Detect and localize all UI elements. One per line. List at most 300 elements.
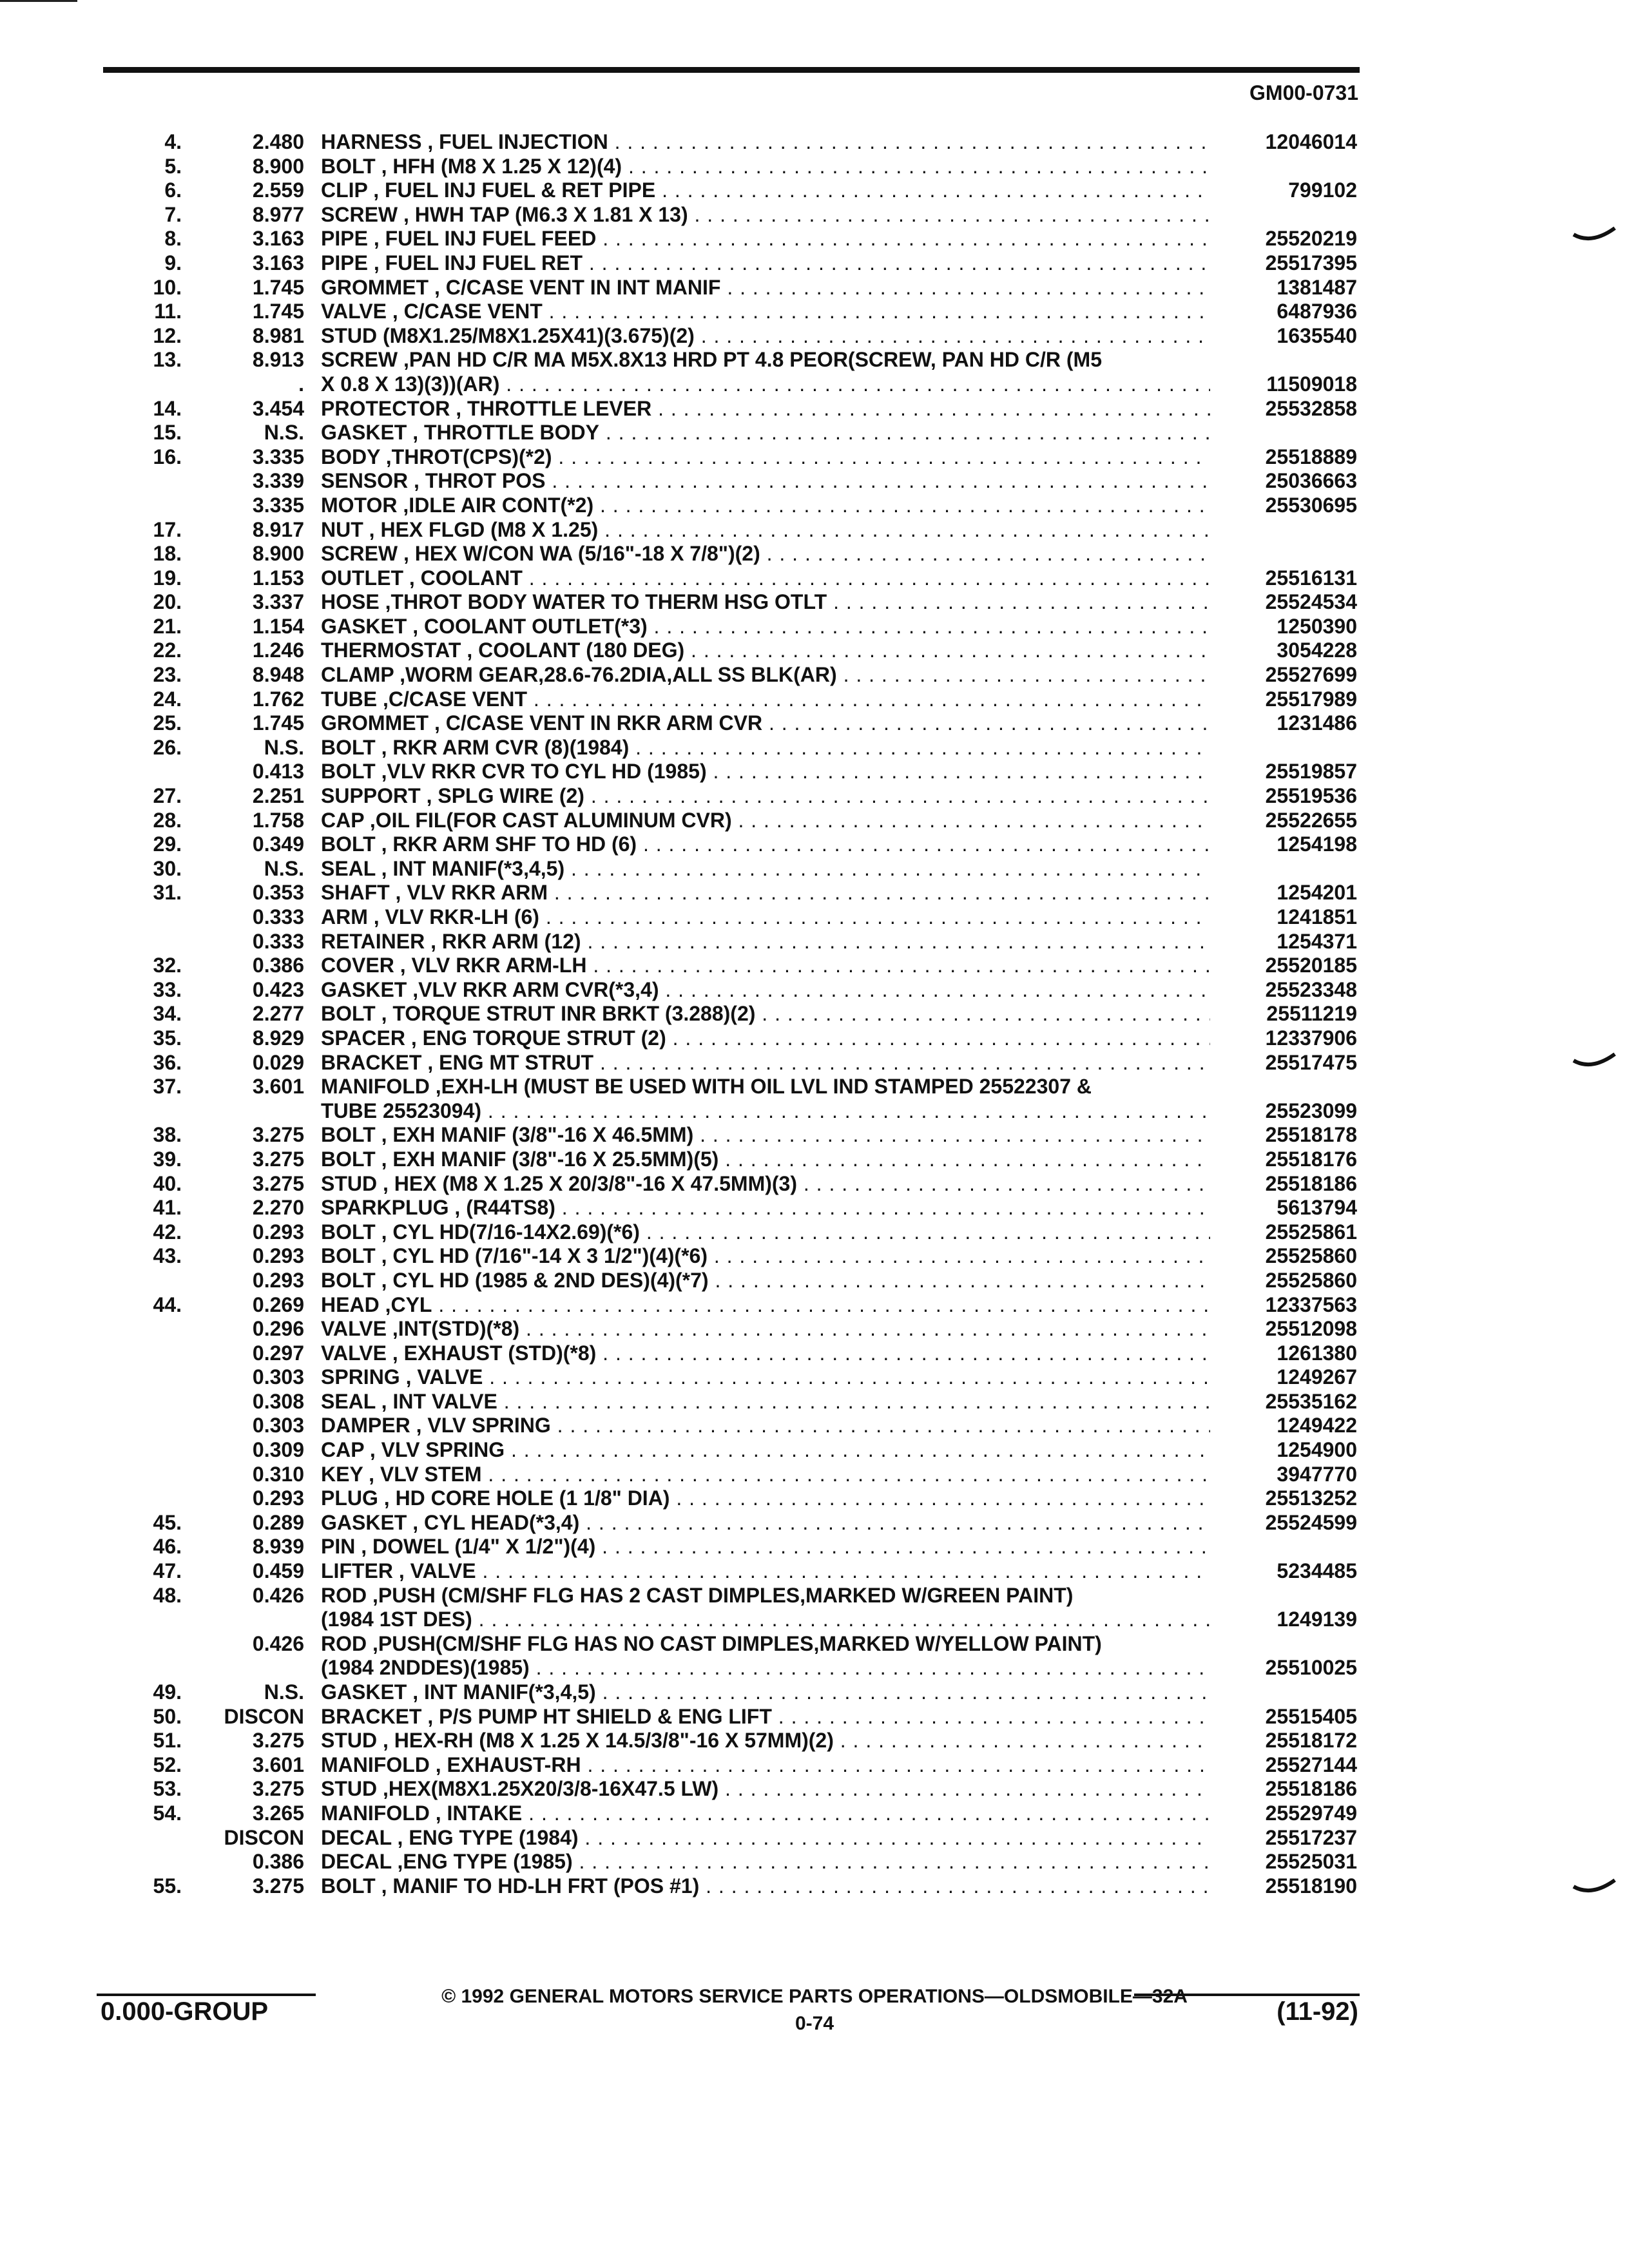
part-name: CAP bbox=[321, 1438, 364, 1462]
part-detail: ,HEX(M8X1.25X20/3/8-16X47.5 LW) bbox=[383, 1777, 719, 1801]
parts-row bbox=[0, 1826, 1629, 1850]
part-number: 1241851 bbox=[1277, 905, 1357, 928]
part-name: BRACKET bbox=[321, 1050, 422, 1074]
part-description bbox=[321, 300, 1210, 324]
parts-row bbox=[0, 1123, 1629, 1148]
parts-row bbox=[0, 1196, 1629, 1220]
part-description bbox=[321, 978, 1210, 1003]
parts-row bbox=[0, 809, 1629, 833]
parts-row bbox=[0, 1705, 1629, 1729]
part-number: 25518889 bbox=[1265, 445, 1357, 468]
group-number: 3.454 bbox=[252, 396, 304, 420]
part-detail: (M8X1.25/M8X1.25X41)(3.675)(2) bbox=[383, 323, 695, 347]
part-description bbox=[321, 1777, 1210, 1802]
part-description bbox=[321, 1802, 1210, 1826]
part-number: 25517237 bbox=[1265, 1825, 1357, 1849]
part-description bbox=[321, 881, 1210, 905]
part-detail: , COOLANT bbox=[409, 566, 523, 590]
part-number: 25519536 bbox=[1265, 784, 1357, 808]
part-name: PROTECTOR bbox=[321, 396, 450, 420]
part-number: 25518186 bbox=[1265, 1777, 1357, 1801]
part-name: SPARKPLUG bbox=[321, 1196, 449, 1220]
parts-row bbox=[0, 566, 1629, 591]
group-number: 0.293 bbox=[252, 1244, 304, 1268]
part-name: BOLT bbox=[321, 832, 376, 856]
footer-copyright: © 1992 GENERAL MOTORS SERVICE PARTS OPERATIONS—OLDSMOBILE—32A bbox=[441, 1986, 1188, 2007]
part-name: GASKET bbox=[321, 977, 407, 1001]
ref-number: 30. bbox=[153, 856, 182, 880]
part-description bbox=[321, 1874, 1210, 1899]
part-detail: ,PUSH (CM/SHF FLG HAS 2 CAST DIMPLES,MARKED W/GREEN PAINT) bbox=[372, 1583, 1074, 1607]
part-number: 25519857 bbox=[1265, 760, 1357, 783]
part-name: GROMMET bbox=[321, 711, 429, 735]
ref-number: 37. bbox=[153, 1075, 182, 1099]
part-number: 1261380 bbox=[1277, 1341, 1357, 1365]
ref-number: 52. bbox=[153, 1753, 182, 1776]
part-description bbox=[321, 663, 1210, 687]
parts-row bbox=[0, 1269, 1629, 1293]
part-detail: , HWH TAP (M6.3 X 1.81 X 13) bbox=[403, 202, 688, 226]
group-number: 0.459 bbox=[252, 1559, 304, 1583]
part-name: CLAMP bbox=[321, 663, 394, 687]
part-name: RETAINER bbox=[321, 929, 425, 953]
group-number: 3.601 bbox=[252, 1075, 304, 1099]
group-number: 0.269 bbox=[252, 1293, 304, 1316]
ref-number: 13. bbox=[153, 348, 182, 372]
part-number: 25518190 bbox=[1265, 1874, 1357, 1898]
part-detail: , MANIF TO HD-LH FRT (POS #1) bbox=[381, 1874, 700, 1898]
group-number: 0.289 bbox=[252, 1510, 304, 1534]
part-description bbox=[321, 130, 1210, 155]
part-detail: , FUEL INJ FUEL FEED bbox=[373, 227, 597, 251]
group-number: 3.337 bbox=[252, 590, 304, 614]
parts-row bbox=[0, 590, 1629, 615]
parts-row bbox=[0, 736, 1629, 760]
part-number: 25525031 bbox=[1265, 1850, 1357, 1874]
part-description bbox=[321, 736, 1210, 760]
part-description bbox=[321, 1317, 1210, 1341]
parts-row bbox=[0, 1802, 1629, 1826]
part-description bbox=[321, 372, 1210, 397]
part-name: GROMMET bbox=[321, 275, 429, 299]
group-number: 0.293 bbox=[252, 1220, 304, 1244]
part-description bbox=[321, 1535, 1210, 1559]
parts-row bbox=[0, 445, 1629, 470]
part-name: DAMPER bbox=[321, 1414, 410, 1437]
parts-row bbox=[0, 1317, 1629, 1341]
binder-mark bbox=[1572, 1878, 1617, 1897]
part-name: HOSE bbox=[321, 590, 380, 614]
parts-row bbox=[0, 1293, 1629, 1318]
parts-row bbox=[0, 639, 1629, 663]
group-number: 1.762 bbox=[252, 687, 304, 711]
group-number: 2.559 bbox=[252, 178, 304, 202]
part-description bbox=[321, 930, 1210, 954]
ref-number: 28. bbox=[153, 808, 182, 832]
part-name: LIFTER bbox=[321, 1559, 393, 1583]
part-name: SCREW bbox=[321, 348, 398, 372]
part-detail: , INT MANIF(*3,4,5) bbox=[381, 856, 565, 880]
part-detail: ,PUSH(CM/SHF FLG HAS NO CAST DIMPLES,MARKED W/YELLOW PAINT) bbox=[372, 1631, 1102, 1655]
part-description bbox=[321, 518, 1210, 543]
part-description bbox=[321, 1390, 1210, 1414]
ref-number: 42. bbox=[153, 1220, 182, 1244]
part-description bbox=[321, 1269, 1210, 1293]
part-description bbox=[321, 1656, 1210, 1680]
footer-group-label: 0.000-GROUP bbox=[101, 1997, 269, 2026]
part-name: NUT bbox=[321, 517, 363, 541]
parts-row bbox=[0, 1244, 1629, 1269]
ref-number: 4. bbox=[164, 130, 182, 153]
part-description bbox=[321, 1099, 1210, 1124]
part-name: STUD bbox=[321, 323, 378, 347]
group-number: N.S. bbox=[264, 421, 304, 445]
part-description bbox=[321, 566, 1210, 591]
part-description bbox=[321, 1463, 1210, 1487]
group-number: 3.335 bbox=[252, 493, 304, 517]
ref-number: 24. bbox=[153, 687, 182, 711]
parts-row bbox=[0, 421, 1629, 445]
group-number: 0.423 bbox=[252, 977, 304, 1001]
part-detail: , HEX W/CON WA (5/16"-18 X 7/8")(2) bbox=[403, 542, 760, 566]
part-name: MOTOR bbox=[321, 493, 398, 517]
part-number: 25518172 bbox=[1265, 1729, 1357, 1753]
parts-row bbox=[0, 1220, 1629, 1245]
parts-row bbox=[0, 1729, 1629, 1753]
part-detail: , CYL HD(7/16-14X2.69)(*6) bbox=[381, 1220, 640, 1244]
part-detail: , SPLG WIRE (2) bbox=[426, 784, 584, 808]
ref-number: 16. bbox=[153, 445, 182, 468]
part-detail: , ENG TORQUE STRUT (2) bbox=[410, 1026, 666, 1050]
part-detail: ,CYL bbox=[385, 1293, 432, 1316]
part-name: TUBE bbox=[321, 687, 378, 711]
group-number: 0.426 bbox=[252, 1631, 304, 1655]
part-description bbox=[321, 421, 1210, 445]
part-description bbox=[321, 1511, 1210, 1535]
part-name: PLUG bbox=[321, 1486, 378, 1510]
part-number: 11509018 bbox=[1266, 372, 1357, 396]
parts-row bbox=[0, 1148, 1629, 1172]
ref-number: 15. bbox=[153, 421, 182, 445]
parts-row bbox=[0, 978, 1629, 1003]
part-name: BOLT bbox=[321, 1268, 376, 1292]
group-number: N.S. bbox=[264, 735, 304, 759]
ref-number: 38. bbox=[153, 1123, 182, 1147]
ref-number: 9. bbox=[164, 251, 182, 274]
group-number: 0.309 bbox=[252, 1438, 304, 1462]
part-description bbox=[321, 1414, 1210, 1438]
part-description bbox=[321, 954, 1210, 978]
group-number: 0.349 bbox=[252, 832, 304, 856]
part-number: 1381487 bbox=[1277, 275, 1357, 299]
part-name: BOLT bbox=[321, 1002, 376, 1026]
part-description bbox=[321, 615, 1210, 639]
part-number: 25513252 bbox=[1265, 1486, 1357, 1510]
part-name: DECAL bbox=[321, 1825, 392, 1849]
part-number: 25523348 bbox=[1265, 977, 1357, 1001]
group-number: 0.308 bbox=[252, 1389, 304, 1413]
part-number: 25517395 bbox=[1265, 251, 1357, 274]
part-detail: (1984 1ST DES) bbox=[321, 1608, 472, 1631]
parts-row bbox=[0, 1414, 1629, 1438]
part-number: 25517475 bbox=[1265, 1050, 1357, 1074]
ref-number: 17. bbox=[153, 517, 182, 541]
part-description bbox=[321, 1075, 1210, 1099]
part-name: PIN bbox=[321, 1535, 356, 1559]
ref-number: 19. bbox=[153, 566, 182, 590]
part-name: STUD bbox=[321, 1777, 378, 1801]
part-description bbox=[321, 1584, 1210, 1608]
group-number: 8.917 bbox=[252, 517, 304, 541]
parts-row bbox=[0, 1390, 1629, 1414]
group-number: 3.163 bbox=[252, 227, 304, 251]
group-number: 1.154 bbox=[252, 614, 304, 638]
binder-mark bbox=[1572, 1052, 1617, 1071]
part-detail: ,ENG TYPE (1985) bbox=[397, 1850, 573, 1874]
parts-row bbox=[0, 300, 1629, 324]
group-number: 0.296 bbox=[252, 1317, 304, 1341]
part-description bbox=[321, 1486, 1210, 1511]
ref-number: 51. bbox=[153, 1729, 182, 1753]
ref-number: 11. bbox=[154, 300, 182, 323]
part-description bbox=[321, 1680, 1210, 1705]
part-detail: , COOLANT (180 DEG) bbox=[467, 639, 685, 662]
part-description bbox=[321, 251, 1210, 276]
part-detail: , CYL HD (7/16"-14 X 3 1/2")(4)(*6) bbox=[381, 1244, 708, 1268]
part-description bbox=[321, 324, 1210, 349]
scan-corner-mark bbox=[0, 0, 77, 2]
part-number: 25520219 bbox=[1265, 227, 1357, 251]
part-name: BOLT bbox=[321, 1220, 376, 1244]
ref-number: 55. bbox=[153, 1874, 182, 1898]
group-number: 0.293 bbox=[252, 1486, 304, 1510]
parts-row bbox=[0, 1051, 1629, 1075]
part-name: MANIFOLD bbox=[321, 1753, 430, 1776]
ref-number: 25. bbox=[153, 711, 182, 735]
part-detail: , ENG TYPE (1984) bbox=[397, 1825, 579, 1849]
part-name: BODY bbox=[321, 445, 380, 468]
ref-number: 12. bbox=[153, 323, 182, 347]
part-number: 25523099 bbox=[1265, 1099, 1357, 1122]
part-detail: , P/S PUMP HT SHIELD & ENG LIFT bbox=[427, 1704, 772, 1728]
part-name: SCREW bbox=[321, 542, 398, 566]
group-number: N.S. bbox=[264, 1680, 304, 1704]
group-number: 0.303 bbox=[252, 1365, 304, 1389]
part-name: THERMOSTAT bbox=[321, 639, 461, 662]
group-number: 8.981 bbox=[252, 323, 304, 347]
ref-number: 43. bbox=[153, 1244, 182, 1268]
part-detail: , INT MANIF(*3,4,5) bbox=[412, 1680, 596, 1704]
part-detail: , (R44TS8) bbox=[454, 1196, 555, 1220]
part-number: 25516131 bbox=[1265, 566, 1357, 590]
parts-row bbox=[0, 711, 1629, 736]
part-description bbox=[321, 1559, 1210, 1584]
part-name: MANIFOLD bbox=[321, 1801, 430, 1825]
group-number: 0.303 bbox=[252, 1414, 304, 1437]
group-number: 0.297 bbox=[252, 1341, 304, 1365]
part-description bbox=[321, 687, 1210, 712]
ref-number: 53. bbox=[153, 1777, 182, 1801]
group-number: 3.275 bbox=[252, 1123, 304, 1147]
part-description bbox=[321, 711, 1210, 736]
part-number: 25532858 bbox=[1265, 396, 1357, 420]
part-name: SCREW bbox=[321, 202, 398, 226]
part-name: SPACER bbox=[321, 1026, 405, 1050]
parts-row bbox=[0, 1850, 1629, 1874]
parts-row bbox=[0, 203, 1629, 227]
parts-row bbox=[0, 1341, 1629, 1366]
part-number: 1249139 bbox=[1277, 1608, 1357, 1631]
ref-number: 48. bbox=[153, 1583, 182, 1607]
group-number: 1.745 bbox=[252, 300, 304, 323]
part-description bbox=[321, 1002, 1210, 1026]
part-detail: , VLV RKR ARM-LH bbox=[400, 954, 587, 977]
parts-row bbox=[0, 663, 1629, 687]
parts-row bbox=[0, 372, 1629, 397]
ref-number: 45. bbox=[153, 1510, 182, 1534]
part-detail: , VALVE bbox=[405, 1365, 483, 1389]
part-number: 1254201 bbox=[1277, 881, 1357, 905]
group-number: 0.353 bbox=[252, 881, 304, 905]
part-description bbox=[321, 1026, 1210, 1051]
parts-row bbox=[0, 348, 1629, 372]
group-number: 3.275 bbox=[252, 1874, 304, 1898]
parts-row bbox=[0, 1365, 1629, 1390]
part-number: 25527699 bbox=[1265, 663, 1357, 687]
parts-row bbox=[0, 324, 1629, 349]
group-number: 1.246 bbox=[252, 639, 304, 662]
part-detail: , INT VALVE bbox=[381, 1389, 497, 1413]
part-name: SENSOR bbox=[321, 469, 409, 493]
part-description bbox=[321, 542, 1210, 566]
part-description bbox=[321, 590, 1210, 615]
part-name: CAP bbox=[321, 808, 364, 832]
part-description bbox=[321, 1608, 1210, 1632]
part-description bbox=[321, 1826, 1210, 1850]
part-name: GASKET bbox=[321, 1510, 407, 1534]
ref-number: 50. bbox=[153, 1704, 182, 1728]
part-number: 25525860 bbox=[1265, 1244, 1357, 1268]
part-detail: , EXHAUST (STD)(*8) bbox=[392, 1341, 597, 1365]
header-rule bbox=[103, 67, 1360, 73]
part-name: DECAL bbox=[321, 1850, 392, 1874]
part-description bbox=[321, 203, 1210, 227]
parts-row bbox=[0, 687, 1629, 712]
parts-row bbox=[0, 1777, 1629, 1802]
part-description bbox=[321, 1220, 1210, 1245]
page-number: 0-74 bbox=[795, 2013, 834, 2034]
part-number: 5613794 bbox=[1277, 1196, 1357, 1220]
part-detail: ,INT(STD)(*8) bbox=[392, 1317, 520, 1341]
part-detail: , ENG MT STRUT bbox=[427, 1050, 594, 1074]
part-description bbox=[321, 1341, 1210, 1366]
part-detail: , RKR ARM CVR (8)(1984) bbox=[381, 735, 630, 759]
part-name: GASKET bbox=[321, 1680, 407, 1704]
part-number: 25527144 bbox=[1265, 1753, 1357, 1776]
parts-row bbox=[0, 1002, 1629, 1026]
part-number: 1249267 bbox=[1277, 1365, 1357, 1389]
part-detail: , FUEL INJ FUEL RET bbox=[373, 251, 583, 274]
part-detail: ,OIL FIL(FOR CAST ALUMINUM CVR) bbox=[369, 808, 732, 832]
part-number: 1254900 bbox=[1277, 1438, 1357, 1462]
ref-number: 46. bbox=[153, 1535, 182, 1559]
group-number: 3.275 bbox=[252, 1171, 304, 1195]
part-name: SHAFT bbox=[321, 881, 390, 905]
part-detail: , RKR ARM (12) bbox=[430, 929, 581, 953]
part-name: CLIP bbox=[321, 178, 368, 202]
part-number: 25530695 bbox=[1265, 493, 1357, 517]
part-description bbox=[321, 494, 1210, 518]
part-detail: , FUEL INJECTION bbox=[427, 130, 608, 153]
part-detail: ,THROT BODY WATER TO THERM HSG OTLT bbox=[385, 590, 827, 614]
part-number: 12046014 bbox=[1265, 130, 1357, 153]
part-name: COVER bbox=[321, 954, 394, 977]
ref-number: 20. bbox=[153, 590, 182, 614]
part-name: GASKET bbox=[321, 614, 407, 638]
part-description bbox=[321, 1705, 1210, 1729]
group-number: 0.293 bbox=[252, 1268, 304, 1292]
part-number: 25525861 bbox=[1265, 1220, 1357, 1244]
part-name: OUTLET bbox=[321, 566, 403, 590]
part-detail: , INTAKE bbox=[435, 1801, 523, 1825]
part-name: BOLT bbox=[321, 1244, 376, 1268]
ref-number: 26. bbox=[153, 735, 182, 759]
part-number: 1249422 bbox=[1277, 1414, 1357, 1437]
part-number: 25518178 bbox=[1265, 1123, 1357, 1147]
part-description bbox=[321, 1438, 1210, 1463]
part-description bbox=[321, 1148, 1210, 1172]
part-description bbox=[321, 1753, 1210, 1778]
part-number: 1254198 bbox=[1277, 832, 1357, 856]
part-number: 12337563 bbox=[1265, 1293, 1357, 1316]
parts-row bbox=[0, 178, 1629, 203]
group-number: 8.913 bbox=[252, 348, 304, 372]
part-detail: TUBE 25523094) bbox=[321, 1099, 482, 1122]
ref-number: 44. bbox=[153, 1293, 182, 1316]
part-detail: , CYL HD (1985 & 2ND DES)(4)(*7) bbox=[381, 1268, 709, 1292]
part-description bbox=[321, 1850, 1210, 1874]
group-number: 3.275 bbox=[252, 1777, 304, 1801]
part-name: STUD bbox=[321, 1729, 378, 1753]
group-number: 3.601 bbox=[252, 1753, 304, 1776]
part-detail: ,VLV RKR CVR TO CYL HD (1985) bbox=[381, 760, 707, 783]
parts-row bbox=[0, 857, 1629, 881]
parts-row bbox=[0, 1026, 1629, 1051]
part-name: BOLT bbox=[321, 1123, 376, 1147]
part-detail: , DOWEL (1/4" X 1/2")(4) bbox=[361, 1535, 596, 1559]
part-number: 25529749 bbox=[1265, 1801, 1357, 1825]
part-number: 5234485 bbox=[1277, 1559, 1357, 1583]
part-detail: , C/CASE VENT bbox=[392, 300, 543, 323]
parts-row bbox=[0, 760, 1629, 784]
ref-number: 14. bbox=[153, 396, 182, 420]
group-number: 3.339 bbox=[252, 469, 304, 493]
part-name: SPRING bbox=[321, 1365, 400, 1389]
part-description bbox=[321, 784, 1210, 809]
part-name: HARNESS bbox=[321, 130, 422, 153]
part-detail: , VLV RKR ARM bbox=[395, 881, 548, 905]
ref-number: 40. bbox=[153, 1171, 182, 1195]
part-description bbox=[321, 760, 1210, 784]
part-number: 25518176 bbox=[1265, 1147, 1357, 1171]
part-detail: (1984 2NDDES)(1985) bbox=[321, 1656, 530, 1680]
part-name: MANIFOLD bbox=[321, 1075, 430, 1099]
part-detail: X 0.8 X 13)(3))(AR) bbox=[321, 372, 500, 396]
part-detail: , VLV SPRING bbox=[416, 1414, 551, 1437]
parts-row bbox=[0, 518, 1629, 543]
ref-number: 18. bbox=[153, 542, 182, 566]
part-description bbox=[321, 1729, 1210, 1753]
